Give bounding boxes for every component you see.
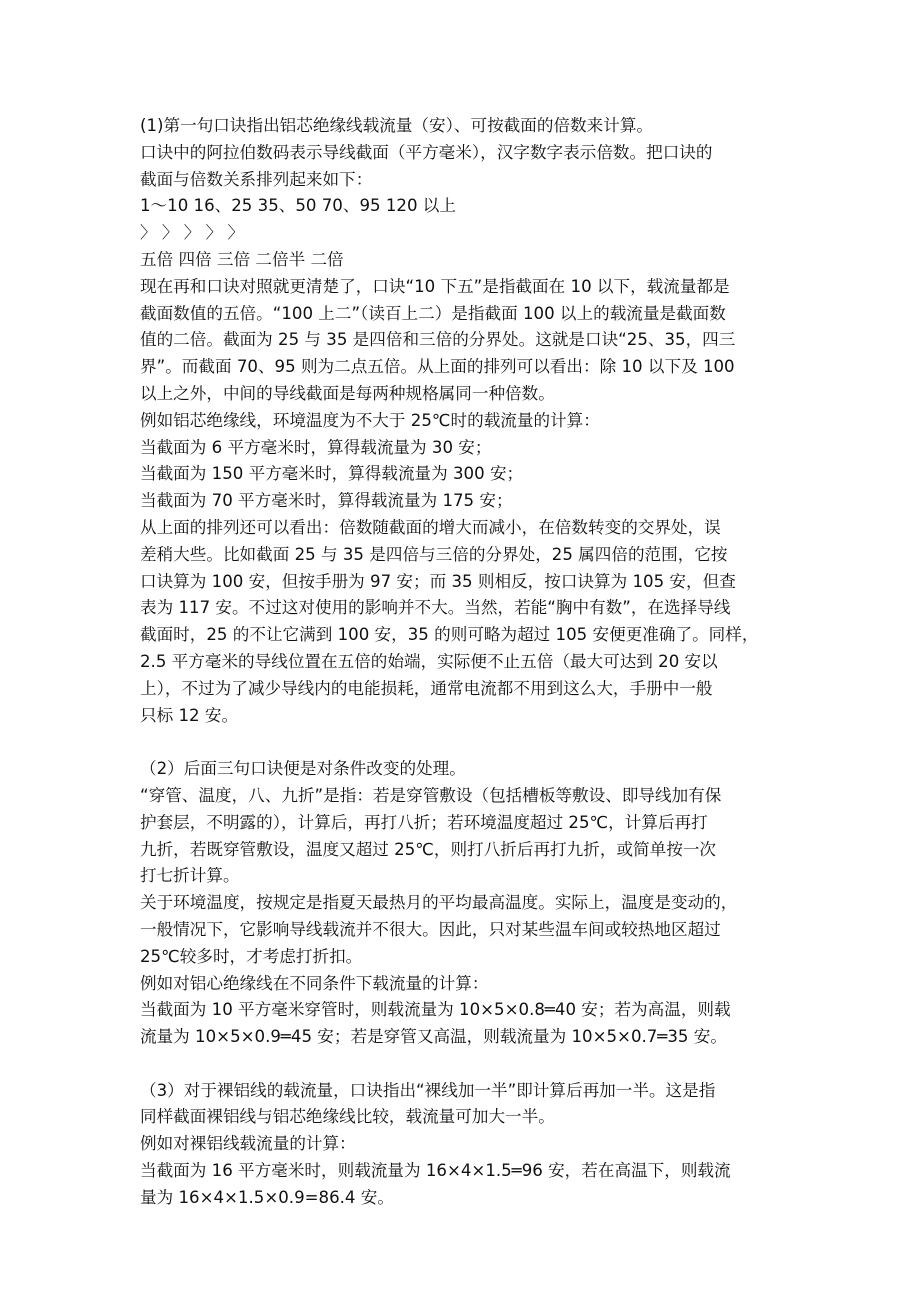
text-line: 只标 12 安。	[140, 705, 239, 725]
text-line: 例如铝芯绝缘线，环境温度为不大于 25℃时的载流量的计算：	[140, 410, 600, 430]
text-line: （3）对于裸铝线的载流量，口诀指出“裸线加一半”即计算后再加一半。这是指	[140, 1080, 716, 1100]
text-line: 值的二倍。截面为 25 与 35 是四倍和三倍的分界处。这就是口诀“25、35，四三	[140, 330, 736, 350]
text-line: 2.5 平方毫米的导线位置在五倍的始端，实际便不止五倍（最大可达到 20 安以	[140, 651, 718, 671]
blank-line	[140, 1051, 788, 1078]
text-line: 〉 〉 〉 〉 〉	[140, 223, 245, 243]
text-line: 同样截面裸铝线与铝芯绝缘线比较，载流量可加大一半。	[140, 1107, 555, 1127]
text-line: 当截面为 6 平方毫米时，算得载流量为 30 安；	[140, 437, 492, 457]
text-line: 从上面的排列还可以看出：倍数随截面的增大而减小，在倍数转变的交界处，误	[140, 517, 721, 537]
text-line: 上），不过为了减少导线内的电能损耗，通常电流都不用到这么大，手册中一般	[140, 678, 713, 698]
text-line: 例如对裸铝线载流量的计算：	[140, 1134, 356, 1154]
text-line: 流量为 10×5×0.9═45 安；若是穿管又高温，则载流量为 10×5×0.7═35 安。	[140, 1027, 727, 1047]
blank-line	[140, 729, 788, 756]
text-line: 打七折计算。	[140, 866, 240, 886]
text-line: （2）后面三句口诀便是对条件改变的处理。	[140, 759, 466, 779]
text-line: 当截面为 70 平方毫米时，算得载流量为 175 安；	[140, 491, 513, 511]
text-line: “穿管、温度，八、九折”是指：若是穿管敷设（包括槽板等敷设、即导线加有保	[140, 785, 722, 805]
text-line: 例如对铝心绝缘线在不同条件下载流量的计算：	[140, 973, 489, 993]
text-line: 五倍 四倍 三倍 二倍半 二倍	[140, 249, 344, 269]
text-line: 以上之外，中间的导线截面是每两种规格属同一种倍数。	[140, 383, 555, 403]
text-line: 当截面为 150 平方毫米时，算得载流量为 300 安；	[140, 464, 524, 484]
text-line: 口诀中的阿拉伯数码表示导线截面（平方毫米），汉字数字表示倍数。把口诀的	[140, 142, 713, 162]
document-body	[140, 113, 788, 1212]
text-line: (1)第一句口诀指出铝芯绝缘线载流量（安）、可按截面的倍数来计算。	[140, 116, 654, 135]
text-line: 截面与倍数关系排列起来如下：	[140, 169, 373, 189]
text-line: 表为 117 安。不过这对使用的影响并不大。当然，若能“胸中有数”，在选择导线	[140, 598, 731, 618]
text-line: 护套层，不明露的），计算后，再打八折；若环境温度超过 25℃，计算后再打	[140, 812, 708, 832]
text-line: 25℃较多时，才考虑打折扣。	[140, 946, 363, 966]
text-line: 一般情况下，它影响导线载流并不很大。因此，只对某些温车间或较热地区超过	[140, 919, 721, 939]
text-line: 量为 16×4×1.5×0.9=86.4 安。	[140, 1187, 394, 1207]
text-line: 截面时，25 的不让它满到 100 安，35 的则可略为超过 105 安便更准确了。同样，	[140, 625, 759, 645]
text-line: 差稍大些。比如截面 25 与 35 是四倍与三倍的分界处，25 属四倍的范围，它按	[140, 544, 728, 564]
text-line: 当截面为 10 平方毫米穿管时，则载流量为 10×5×0.8═40 安；若为高温，则载	[140, 1000, 731, 1020]
text-line: 界”。而截面 70、95 则为二点五倍。从上面的排列可以看出：除 10 以下及 100	[140, 357, 735, 377]
text-line: 现在再和口诀对照就更清楚了，口诀“10 下五”是指截面在 10 以下，载流量都是	[140, 276, 730, 296]
text-line: 九折，若既穿管敷设，温度又超过 25℃，则打八折后再打九折，或简单按一次	[140, 839, 717, 859]
text-line: 1～10 16、25 35、50 70、95 120 以上	[140, 196, 456, 216]
text-line: 关于环境温度，按规定是指夏天最热月的平均最高温度。实际上，温度是变动的，	[140, 893, 738, 913]
text-line: 口诀算为 100 安，但按手册为 97 安；而 35 则相反，按口诀算为 105 安，但查	[140, 571, 736, 591]
text-line: 截面数值的五倍。“100 上二”（读百上二）是指截面 100 以上的载流量是截面数	[140, 303, 726, 323]
text-line: 当截面为 16 平方毫米时，则载流量为 16×4×1.5═96 安，若在高温下，则载流	[140, 1161, 731, 1181]
